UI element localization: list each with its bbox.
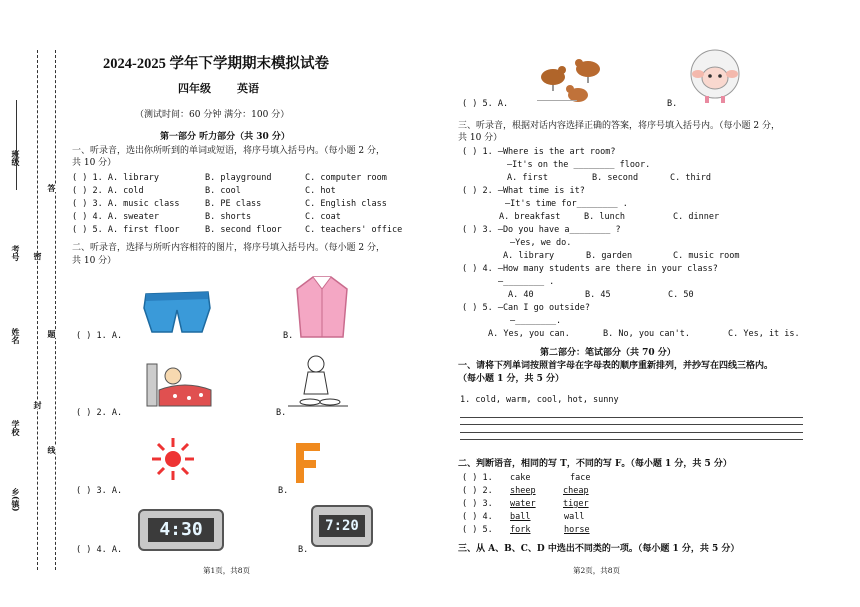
grid-line-1 (460, 417, 803, 418)
page-footer-right: 第2页，共8页 (573, 566, 621, 575)
q3-item-1-opt-c: C. third (670, 173, 711, 183)
w2-instruction: 二、判断语音，相同的写 T，不同的写 F。（每小题 1 分，共 5 分） (458, 459, 732, 469)
q3-item-1-opt-a: A. first (507, 173, 548, 183)
w1-words: 1. cold, warm, cool, hot, sunny (460, 395, 619, 405)
clock-430-display: 4:30 (148, 518, 214, 542)
q1-item-4-c: C. coat (305, 212, 341, 222)
q1-item-3-c: C. English class (305, 199, 387, 209)
w2-item-3-word-a: water (510, 499, 536, 509)
w2-item-1-word-a: cake (510, 473, 531, 483)
line-class (16, 100, 17, 190)
q3-item-1-question: ( ) 1. —Where is the art room? (462, 147, 616, 157)
q1-item-2-c: C. hot (305, 186, 336, 196)
q3-item-3-opt-b: B. garden (586, 251, 633, 261)
w2-item-2-word-b: cheap (563, 486, 589, 496)
hens-picture (533, 55, 608, 105)
clock-430-picture (138, 509, 224, 551)
w2-item-2-num: ( ) 2. (462, 486, 493, 496)
q3-item-5-opt-b: B. No, you can't. (603, 329, 690, 339)
q3-instruction: 三、听录音，根据对话内容选择正确的答案，将序号填入括号内。（每小题 2 分， (458, 121, 780, 131)
q1-item-3-b: B. PE class (205, 199, 262, 209)
w2-item-2-word-a: sheep (510, 486, 536, 496)
part2-heading: 第二部分：笔试部分（共 70 分） (540, 348, 676, 358)
seal-char-1: 答 (47, 184, 57, 192)
shorts-picture (142, 288, 212, 336)
q3-item-3-opt-a: A. library (503, 251, 555, 261)
w2-item-4-word-a: ball (510, 512, 531, 522)
w2-item-4-word-b: wall (564, 512, 585, 522)
q2-item-5-a: ( ) 5. A. (462, 99, 509, 109)
clock-720-display: 7:20 (319, 515, 365, 537)
letter-f-picture (294, 441, 324, 485)
margin-dashed-line-inner (55, 50, 56, 570)
blank-underline (537, 100, 577, 101)
label-class: 班级 (11, 150, 21, 166)
w1-instruction-cont: （每小题 1 分，共 5 分） (458, 374, 565, 384)
margin-dashed-line-outer (37, 50, 38, 570)
seal-char-2: 密 (33, 252, 43, 260)
seal-char-3: 题 (47, 330, 57, 338)
clock-720-picture (311, 505, 373, 547)
q3-item-3-opt-c: C. music room (673, 251, 740, 261)
q3-item-4-opt-a: A. 40 (508, 290, 534, 300)
eating-boy-picture (288, 354, 348, 410)
q3-item-1-opt-b: B. second (592, 173, 639, 183)
q3-item-5-opt-c: C. Yes, it is. (728, 329, 800, 339)
q2-item-3-a: ( ) 3. A. (76, 486, 123, 496)
seal-char-4: 封 (33, 401, 43, 409)
q2-item-2-b: B. (276, 408, 287, 418)
q3-item-3-answer: —Yes, we do. (510, 238, 572, 248)
w2-item-1-num: ( ) 1. (462, 473, 493, 483)
label-school: 学校 (11, 420, 21, 436)
sleeping-boy-picture (145, 360, 215, 410)
exam-info: （测试时间：60 分钟 满分：100 分） (135, 110, 290, 120)
q2-item-2-a: ( ) 2. A. (76, 408, 123, 418)
w2-item-3-num: ( ) 3. (462, 499, 493, 509)
w2-item-5-num: ( ) 5. (462, 525, 493, 535)
q2-instruction: 二、听录音，选择与所听内容相符的图片，将序号填入括号内。（每小题 2 分， (72, 243, 385, 253)
w2-item-3-word-b: tiger (563, 499, 589, 509)
q2-item-4-a: ( ) 4. A. (76, 545, 123, 555)
q3-item-2-question: ( ) 2. —What time is it? (462, 186, 585, 196)
q1-item-4-a: ( ) 4. A. sweater (72, 212, 159, 222)
q3-item-2-opt-a: A. breakfast (499, 212, 561, 222)
q1-item-4-b: B. shorts (205, 212, 252, 222)
w2-item-1-word-b: face (570, 473, 591, 483)
q1-instruction-cont: 共 10 分） (72, 158, 117, 168)
q1-item-1-a: ( ) 1. A. library (72, 173, 159, 183)
q1-item-5-b: B. second floor (205, 225, 282, 235)
q3-item-4-opt-c: C. 50 (668, 290, 694, 300)
grid-line-4 (460, 439, 803, 440)
q1-item-3-a: ( ) 3. A. music class (72, 199, 180, 209)
q1-instruction: 一、听录音，选出你所听到的单词或短语，将序号填入括号内。（每小题 2 分， (72, 146, 385, 156)
q2-item-1-b: B. (283, 331, 294, 341)
grade-label: 四年级 (178, 82, 211, 95)
q1-item-5-a: ( ) 5. A. first floor (72, 225, 180, 235)
q2-item-1-a: ( ) 1. A. (76, 331, 123, 341)
label-exam-no: 考号 (11, 245, 21, 261)
q3-item-2-opt-c: C. dinner (673, 212, 720, 222)
q3-item-5-opt-a: A. Yes, you can. (488, 329, 570, 339)
w2-item-4-num: ( ) 4. (462, 512, 493, 522)
q3-item-4-question: ( ) 4. —How many students are there in your class? (462, 264, 718, 274)
q1-item-1-c: C. computer room (305, 173, 387, 183)
sheep-picture (685, 48, 745, 104)
shirt-picture (295, 275, 349, 341)
q3-item-5-answer: —________. (510, 316, 562, 326)
part1-heading: 第一部分 听力部分（共 30 分） (160, 132, 290, 142)
q2-item-3-b: B. (278, 486, 289, 496)
q3-item-2-answer: —It's time for________ . (505, 199, 628, 209)
q3-item-5-question: ( ) 5. —Can I go outside? (462, 303, 590, 313)
label-name: 姓名 (11, 328, 21, 344)
page-footer-left: 第1页，共8页 (203, 566, 251, 575)
q1-item-2-a: ( ) 2. A. cold (72, 186, 144, 196)
q3-item-3-question: ( ) 3. —Do you have a________ ? (462, 225, 621, 235)
grid-line-2 (460, 424, 803, 425)
grid-line-3 (460, 432, 803, 433)
q3-item-2-opt-b: B. lunch (584, 212, 625, 222)
subject-label: 英语 (237, 82, 259, 95)
q3-instruction-cont: 共 10 分） (458, 133, 503, 143)
w2-item-5-word-a: fork (510, 525, 531, 535)
q2-instruction-cont: 共 10 分） (72, 256, 117, 266)
exam-title: 2024-2025 学年下学期期末模拟试卷 (103, 56, 329, 72)
w3-instruction: 三、从 A、B、C、D 中选出不同类的一项。（每小题 1 分，共 5 分） (458, 544, 740, 554)
q1-item-2-b: B. cool (205, 186, 241, 196)
q1-item-1-b: B. playground (205, 173, 272, 183)
q3-item-4-answer: —________ . (498, 277, 555, 287)
q1-item-5-c: C. teachers' office (305, 225, 403, 235)
seal-char-5: 线 (47, 446, 57, 454)
w2-item-5-word-b: horse (564, 525, 590, 535)
w1-instruction: 一、请将下列单词按照首字母在字母表的顺序重新排列，并抄写在四线三格内。 (458, 361, 774, 371)
label-township: 乡(镇) (11, 488, 21, 512)
q2-item-4-b: B. (298, 545, 309, 555)
sun-picture (150, 436, 196, 482)
q3-item-4-opt-b: B. 45 (585, 290, 611, 300)
q3-item-1-answer: —It's on the ________ floor. (507, 160, 651, 170)
q2-item-5-b: B. (667, 99, 678, 109)
